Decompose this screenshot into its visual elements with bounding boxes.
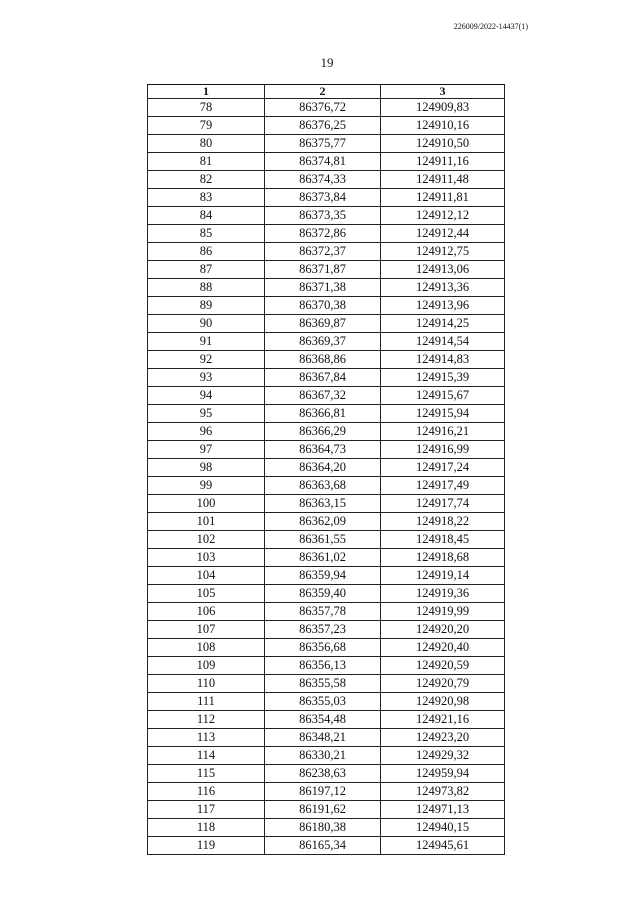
coordinate-x-cell: 86366,29 — [265, 423, 381, 441]
point-number-cell: 89 — [148, 297, 265, 315]
table-row — [148, 783, 505, 801]
table-row — [148, 657, 505, 675]
table-body — [148, 99, 505, 855]
point-number-cell: 97 — [148, 441, 265, 459]
coordinate-y-cell: 124919,14 — [381, 567, 505, 585]
coordinate-x-cell: 86191,62 — [265, 801, 381, 819]
coordinate-y-cell: 124945,61 — [381, 837, 505, 855]
point-number-cell: 101 — [148, 513, 265, 531]
point-number-cell: 119 — [148, 837, 265, 855]
point-number-cell: 79 — [148, 117, 265, 135]
point-number-cell: 81 — [148, 153, 265, 171]
table-row — [148, 117, 505, 135]
table-row — [148, 225, 505, 243]
coordinate-y-cell: 124913,36 — [381, 279, 505, 297]
coordinate-x-cell: 86372,37 — [265, 243, 381, 261]
coordinate-x-cell: 86375,77 — [265, 135, 381, 153]
point-number-cell: 99 — [148, 477, 265, 495]
coordinate-x-cell: 86359,40 — [265, 585, 381, 603]
table-row — [148, 387, 505, 405]
table-row — [148, 495, 505, 513]
table-row — [148, 729, 505, 747]
table-row — [148, 585, 505, 603]
table-row — [148, 513, 505, 531]
point-number-cell: 112 — [148, 711, 265, 729]
point-number-cell: 82 — [148, 171, 265, 189]
coordinate-x-cell: 86369,37 — [265, 333, 381, 351]
point-number-cell: 113 — [148, 729, 265, 747]
table-header-row — [148, 85, 505, 99]
coordinate-x-cell: 86165,34 — [265, 837, 381, 855]
point-number-cell: 98 — [148, 459, 265, 477]
point-number-cell: 94 — [148, 387, 265, 405]
table-row — [148, 837, 505, 855]
coordinate-x-cell: 86371,87 — [265, 261, 381, 279]
coordinate-y-cell: 124912,44 — [381, 225, 505, 243]
coordinate-y-cell: 124916,21 — [381, 423, 505, 441]
point-number-cell: 80 — [148, 135, 265, 153]
coordinate-y-cell: 124912,12 — [381, 207, 505, 225]
point-number-cell: 105 — [148, 585, 265, 603]
coordinate-y-cell: 124912,75 — [381, 243, 505, 261]
table-row — [148, 819, 505, 837]
coordinate-x-cell: 86354,48 — [265, 711, 381, 729]
table-row — [148, 765, 505, 783]
point-number-cell: 91 — [148, 333, 265, 351]
coordinate-y-cell: 124918,68 — [381, 549, 505, 567]
coordinate-x-cell: 86376,72 — [265, 99, 381, 117]
coordinate-y-cell: 124909,83 — [381, 99, 505, 117]
coordinate-y-cell: 124929,32 — [381, 747, 505, 765]
coordinate-y-cell: 124915,67 — [381, 387, 505, 405]
point-number-cell: 90 — [148, 315, 265, 333]
point-number-cell: 84 — [148, 207, 265, 225]
table-row — [148, 135, 505, 153]
point-number-cell: 111 — [148, 693, 265, 711]
point-number-cell: 104 — [148, 567, 265, 585]
coordinate-y-cell: 124915,94 — [381, 405, 505, 423]
table-row — [148, 369, 505, 387]
coordinate-y-cell: 124914,25 — [381, 315, 505, 333]
coordinate-y-cell: 124920,20 — [381, 621, 505, 639]
coordinate-y-cell: 124920,79 — [381, 675, 505, 693]
coordinate-y-cell: 124910,16 — [381, 117, 505, 135]
table-row — [148, 351, 505, 369]
coordinate-x-cell: 86372,86 — [265, 225, 381, 243]
point-number-cell: 110 — [148, 675, 265, 693]
table-row — [148, 423, 505, 441]
point-number-cell: 92 — [148, 351, 265, 369]
coordinate-x-cell: 86368,86 — [265, 351, 381, 369]
point-number-cell: 108 — [148, 639, 265, 657]
coordinate-y-cell: 124917,49 — [381, 477, 505, 495]
coordinate-x-cell: 86238,63 — [265, 765, 381, 783]
table-row — [148, 279, 505, 297]
coordinate-y-cell: 124916,99 — [381, 441, 505, 459]
table-row — [148, 441, 505, 459]
point-number-cell: 86 — [148, 243, 265, 261]
table-row — [148, 459, 505, 477]
table-row — [148, 315, 505, 333]
table-row — [148, 711, 505, 729]
point-number-cell: 115 — [148, 765, 265, 783]
point-number-cell: 96 — [148, 423, 265, 441]
table-row — [148, 207, 505, 225]
point-number-cell: 95 — [148, 405, 265, 423]
table-row — [148, 603, 505, 621]
coordinate-y-cell: 124910,50 — [381, 135, 505, 153]
coordinate-y-cell: 124917,24 — [381, 459, 505, 477]
table-row — [148, 639, 505, 657]
coordinates-table — [147, 84, 505, 855]
coordinate-x-cell: 86330,21 — [265, 747, 381, 765]
coordinate-y-cell: 124971,13 — [381, 801, 505, 819]
coordinate-x-cell: 86362,09 — [265, 513, 381, 531]
coordinate-x-cell: 86374,33 — [265, 171, 381, 189]
point-number-cell: 93 — [148, 369, 265, 387]
coordinate-x-cell: 86371,38 — [265, 279, 381, 297]
column-header-2: 2 — [265, 85, 381, 99]
coordinate-x-cell: 86355,58 — [265, 675, 381, 693]
point-number-cell: 78 — [148, 99, 265, 117]
coordinate-x-cell: 86374,81 — [265, 153, 381, 171]
coordinate-x-cell: 86364,73 — [265, 441, 381, 459]
coordinate-y-cell: 124918,45 — [381, 531, 505, 549]
coordinate-y-cell: 124913,06 — [381, 261, 505, 279]
coordinate-x-cell: 86356,13 — [265, 657, 381, 675]
table-row — [148, 549, 505, 567]
table-row — [148, 567, 505, 585]
coordinate-x-cell: 86369,87 — [265, 315, 381, 333]
coordinate-x-cell: 86361,55 — [265, 531, 381, 549]
point-number-cell: 100 — [148, 495, 265, 513]
coordinate-y-cell: 124914,54 — [381, 333, 505, 351]
point-number-cell: 83 — [148, 189, 265, 207]
point-number-cell: 109 — [148, 657, 265, 675]
coordinate-y-cell: 124914,83 — [381, 351, 505, 369]
coordinate-x-cell: 86363,68 — [265, 477, 381, 495]
coordinate-x-cell: 86359,94 — [265, 567, 381, 585]
table-row — [148, 171, 505, 189]
table-row — [148, 747, 505, 765]
point-number-cell: 103 — [148, 549, 265, 567]
coordinate-x-cell: 86366,81 — [265, 405, 381, 423]
point-number-cell: 87 — [148, 261, 265, 279]
point-number-cell: 117 — [148, 801, 265, 819]
point-number-cell: 107 — [148, 621, 265, 639]
table-row — [148, 297, 505, 315]
coordinate-y-cell: 124919,99 — [381, 603, 505, 621]
table-row — [148, 477, 505, 495]
point-number-cell: 106 — [148, 603, 265, 621]
coordinate-x-cell: 86367,84 — [265, 369, 381, 387]
coordinate-x-cell: 86355,03 — [265, 693, 381, 711]
table-row — [148, 153, 505, 171]
point-number-cell: 85 — [148, 225, 265, 243]
table-row — [148, 99, 505, 117]
coordinate-x-cell: 86363,15 — [265, 495, 381, 513]
table-row — [148, 621, 505, 639]
coordinate-y-cell: 124920,98 — [381, 693, 505, 711]
column-header-1: 1 — [148, 85, 265, 99]
coordinate-y-cell: 124911,16 — [381, 153, 505, 171]
coordinate-y-cell: 124919,36 — [381, 585, 505, 603]
point-number-cell: 116 — [148, 783, 265, 801]
coordinate-x-cell: 86197,12 — [265, 783, 381, 801]
table-row — [148, 189, 505, 207]
table-row — [148, 261, 505, 279]
coordinate-y-cell: 124921,16 — [381, 711, 505, 729]
coordinate-y-cell: 124911,48 — [381, 171, 505, 189]
table-row — [148, 531, 505, 549]
table-row — [148, 333, 505, 351]
table-row — [148, 675, 505, 693]
coordinate-y-cell: 124923,20 — [381, 729, 505, 747]
point-number-cell: 118 — [148, 819, 265, 837]
coordinate-x-cell: 86373,84 — [265, 189, 381, 207]
point-number-cell: 114 — [148, 747, 265, 765]
coordinate-x-cell: 86376,25 — [265, 117, 381, 135]
coordinate-y-cell: 124918,22 — [381, 513, 505, 531]
coordinate-y-cell: 124915,39 — [381, 369, 505, 387]
coordinate-x-cell: 86357,78 — [265, 603, 381, 621]
coordinate-x-cell: 86373,35 — [265, 207, 381, 225]
column-header-3: 3 — [381, 85, 505, 99]
page-number: 19 — [320, 55, 334, 70]
coordinate-y-cell: 124973,82 — [381, 783, 505, 801]
coordinate-y-cell: 124917,74 — [381, 495, 505, 513]
point-number-cell: 88 — [148, 279, 265, 297]
coordinate-x-cell: 86356,68 — [265, 639, 381, 657]
coordinate-x-cell: 86364,20 — [265, 459, 381, 477]
table-row — [148, 243, 505, 261]
document-id: 226009/2022-14437(1) — [453, 22, 528, 31]
coordinate-x-cell: 86180,38 — [265, 819, 381, 837]
coordinate-x-cell: 86367,32 — [265, 387, 381, 405]
coordinate-y-cell: 124940,15 — [381, 819, 505, 837]
table-row — [148, 405, 505, 423]
coordinate-x-cell: 86370,38 — [265, 297, 381, 315]
coordinate-x-cell: 86357,23 — [265, 621, 381, 639]
coordinate-y-cell: 124920,59 — [381, 657, 505, 675]
coordinate-x-cell: 86348,21 — [265, 729, 381, 747]
coordinate-y-cell: 124913,96 — [381, 297, 505, 315]
table-row — [148, 801, 505, 819]
coordinate-y-cell: 124959,94 — [381, 765, 505, 783]
coordinate-y-cell: 124911,81 — [381, 189, 505, 207]
coordinate-y-cell: 124920,40 — [381, 639, 505, 657]
point-number-cell: 102 — [148, 531, 265, 549]
table-row — [148, 693, 505, 711]
coordinate-x-cell: 86361,02 — [265, 549, 381, 567]
